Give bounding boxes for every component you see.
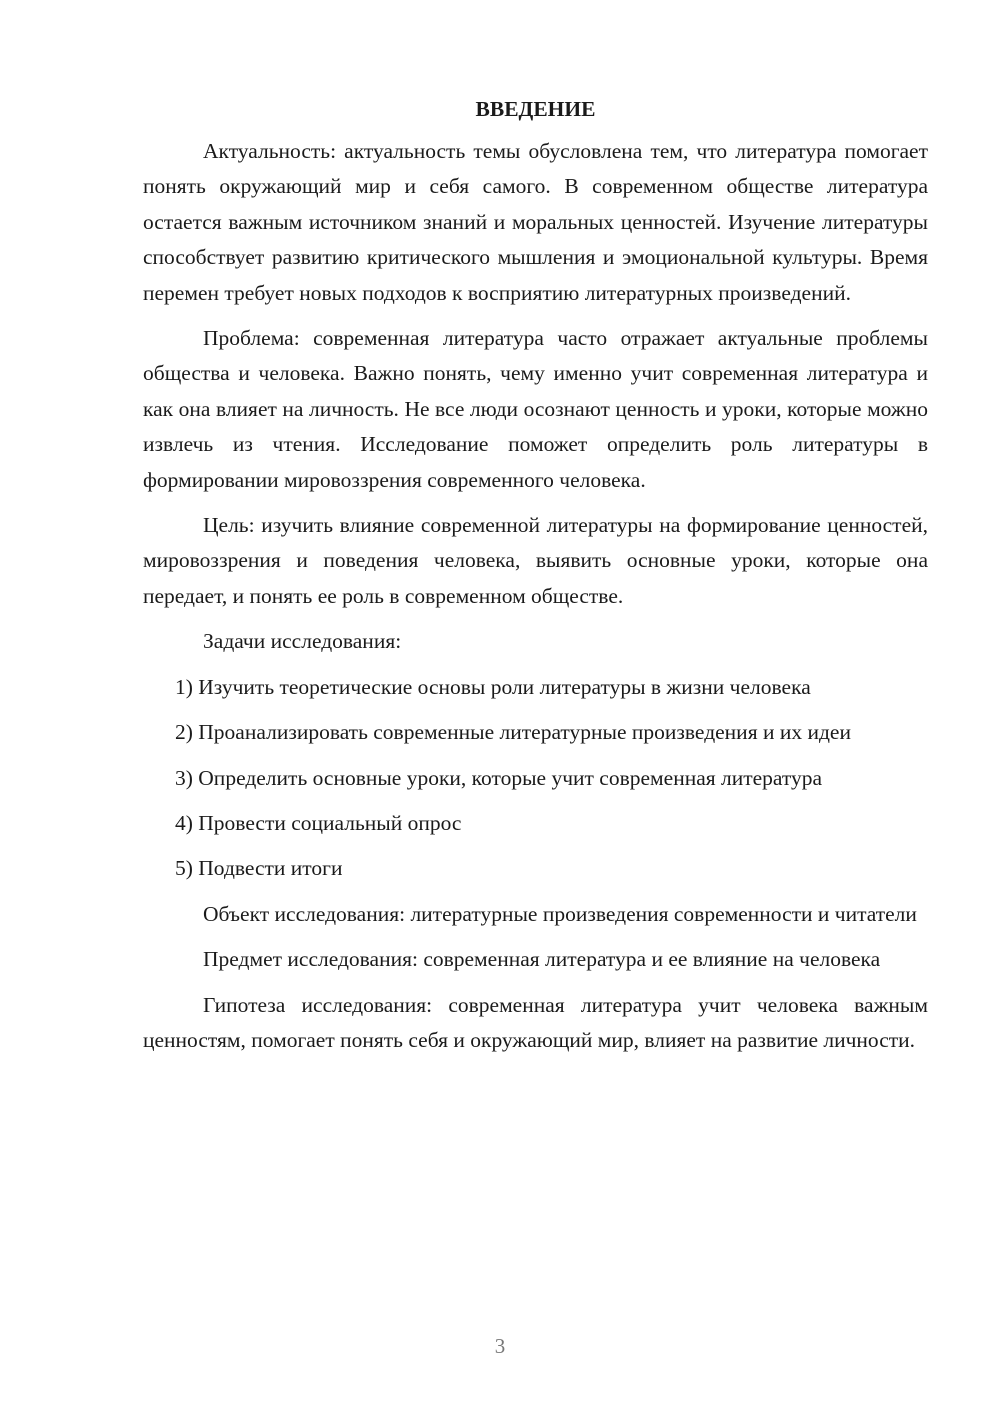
tasks-heading: Задачи исследования:: [203, 629, 402, 654]
task-item-1: 1) Изучить теоретические основы роли литературы в жизни человека: [175, 674, 811, 699]
task-item-4: 4) Провести социальный опрос: [175, 810, 462, 835]
task-item-5: 5) Подвести итоги: [175, 856, 343, 881]
hypothesis-paragraph: Гипотеза исследования: современная литература учит человека важным ценностям, помогает понять себя и окружающий мир, влияет на развитие личности.: [143, 992, 928, 1052]
document-page: [143, 92, 928, 1068]
goal-paragraph: Цель: изучить влияние современной литературы на формирование ценностей, мировоззрения и поведения человека, выявить основные уроки, которые она передает, и понять ее роль в современном обществе.: [143, 513, 928, 608]
page-title: ВВЕДЕНИЕ: [475, 97, 596, 121]
task-item-3: 3) Определить основные уроки, которые учит современная литература: [175, 765, 823, 790]
relevance-paragraph: Актуальность: актуальность темы обусловлена тем, что литература помогает понять окружающий мир и себя самого. В современном обществе литература остается важным источником знаний и моральных ценностей. Изучение литературы способствует развитию критического мышления и эмоциональной культуры. Время перемен требует новых подходов к восприятию литературных произведений.: [143, 139, 928, 305]
subject-paragraph: Предмет исследования: современная литература и ее влияние на человека: [203, 947, 881, 972]
page-number: 3: [494, 1334, 506, 1358]
task-item-2: 2) Проанализировать современные литературные произведения и их идеи: [175, 720, 851, 745]
object-paragraph: Объект исследования: литературные произведения современности и читатели: [203, 901, 917, 926]
problem-paragraph: Проблема: современная литература часто отражает актуальные проблемы общества и человека. Важно понять, чему именно учит современная литература и как она влияет на личность. Не все люди осознают ценность и уроки, которые можно извлечь из чтения. Исследование поможет определить роль литературы в формировании мировоззрения современного человека.: [143, 326, 928, 492]
